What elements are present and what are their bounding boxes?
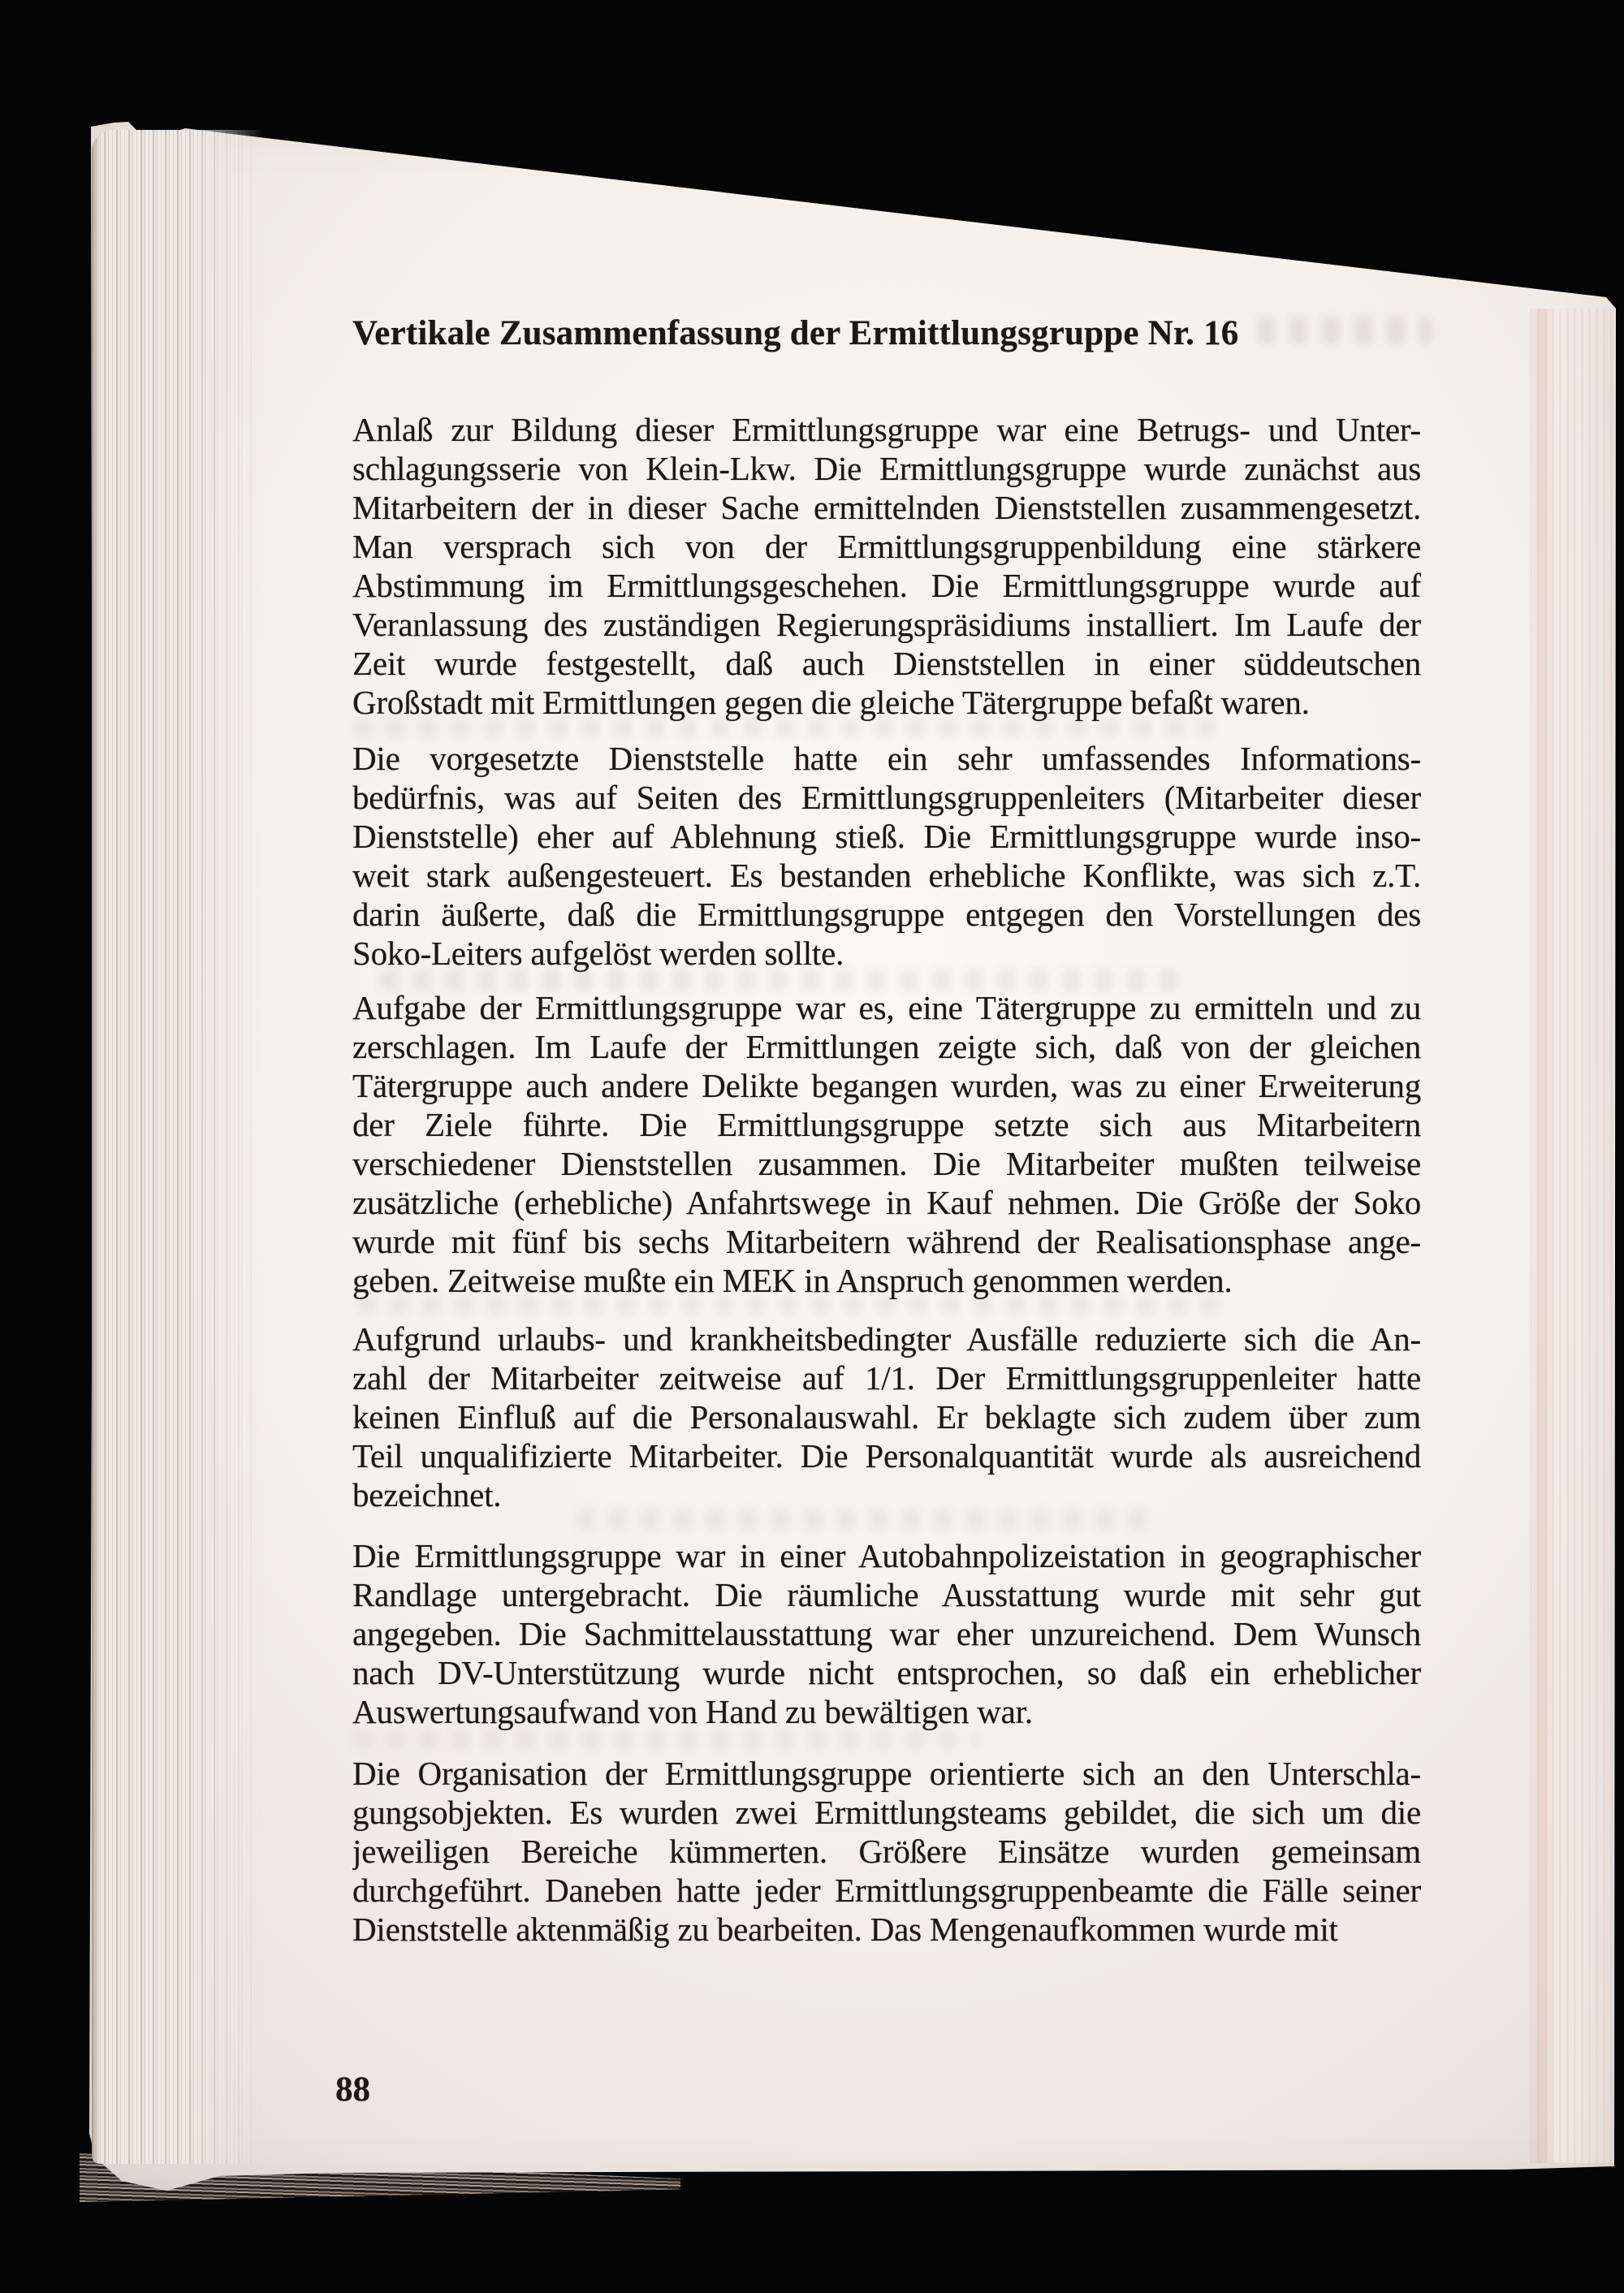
- text-line: Soko-Leiters aufgelöst werden sollte.: [352, 935, 844, 972]
- text-line: Dienststelle) eher auf Ablehnung stieß. Die Ermittlungsgruppe wurde inso-: [352, 818, 1421, 855]
- text-line: Auswertungsaufwand von Hand zu bewältigen war.: [352, 1693, 1033, 1730]
- text-line: verschiedener Dienststellen zusammen. Die Mitarbeiter mußten teilweise: [352, 1145, 1421, 1182]
- text-line: Die Ermittlungsgruppe war in einer Autobahnpolizeistation in geographischer: [352, 1537, 1421, 1574]
- text-line: Anlaß zur Bildung dieser Ermittlungsgruppe war eine Betrugs- und Unter-: [352, 411, 1421, 448]
- paragraph: [352, 1754, 1421, 1949]
- text-line: geben. Zeitweise mußte ein MEK in Anspruch genommen werden.: [352, 1262, 1233, 1299]
- paragraph: [352, 1536, 1421, 1731]
- text-line: schlagungsserie von Klein-Lkw. Die Ermittlungsgruppe wurde zunächst aus: [352, 450, 1421, 487]
- text-line: angegeben. Die Sachmittelausstattung war eher unzureichend. Dem Wunsch: [352, 1615, 1421, 1652]
- paragraph: [352, 1319, 1421, 1514]
- paragraph: [352, 988, 1421, 1300]
- text-line: Die vorgesetzte Dienststelle hatte ein sehr umfassendes Informations-: [352, 740, 1421, 777]
- page-fore-edge: [92, 130, 264, 2164]
- text-line: Großstadt mit Ermittlungen gegen die gleiche Tätergruppe befaßt waren.: [352, 684, 1310, 721]
- text-line: jeweiligen Bereiche kümmerten. Größere Einsätze wurden gemeinsam: [352, 1833, 1421, 1870]
- text-line: Zeit wurde festgestellt, daß auch Dienststellen in einer süddeutschen: [352, 645, 1421, 682]
- text-line: zahl der Mitarbeiter zeitweise auf 1/1. Der Ermittlungsgruppenleiter hatte: [352, 1359, 1421, 1397]
- text-line: Randlage untergebracht. Die räumliche Ausstattung wurde mit sehr gut: [352, 1576, 1421, 1613]
- text-line: wurde mit fünf bis sechs Mitarbeitern während der Realisationsphase ange-: [352, 1223, 1421, 1260]
- paragraph: [352, 739, 1421, 973]
- text-line: nach DV-Unterstützung wurde nicht entsprochen, so daß ein erheblicher: [352, 1654, 1421, 1691]
- text-line: weit stark außengesteuert. Es bestanden erhebliche Konflikte, was sich z.T.: [352, 857, 1421, 894]
- text-line: Veranlassung des zuständigen Regierungspräsidiums installiert. Im Laufe der: [352, 606, 1421, 643]
- text-line: der Ziele führte. Die Ermittlungsgruppe setzte sich aus Mitarbeitern: [352, 1106, 1421, 1143]
- text-line: Abstimmung im Ermittlungsgeschehen. Die Ermittlungsgruppe wurde auf: [352, 567, 1421, 604]
- text-line: bedürfnis, was auf Seiten des Ermittlungsgruppenleiters (Mitarbeiter dieser: [352, 779, 1421, 816]
- paragraph: [352, 410, 1421, 722]
- text-line: zusätzliche (erhebliche) Anfahrtswege in Kauf nehmen. Die Größe der Soko: [352, 1184, 1421, 1221]
- text-line: Die Organisation der Ermittlungsgruppe orientierte sich an den Unterschla-: [352, 1755, 1421, 1792]
- text-line: Aufgabe der Ermittlungsgruppe war es, eine Tätergruppe zu ermitteln und zu: [352, 989, 1421, 1026]
- text-line: zerschlagen. Im Laufe der Ermittlungen zeigte sich, daß von der gleichen: [352, 1028, 1421, 1065]
- text-line: Man versprach sich von der Ermittlungsgruppenbildung eine stärkere: [352, 528, 1421, 565]
- text-line: bezeichnet.: [352, 1476, 502, 1514]
- text-line: darin äußerte, daß die Ermittlungsgruppe entgegen den Vorstellungen des: [352, 896, 1421, 933]
- page-number: 88: [335, 2071, 370, 2109]
- text-line: Dienststelle aktenmäßig zu bearbeiten. Das Mengenaufkommen wurde mit: [352, 1911, 1338, 1948]
- gutter-crease: [1530, 309, 1613, 2163]
- text-line: gungsobjekten. Es wurden zwei Ermittlungsteams gebildet, die sich um die: [352, 1794, 1421, 1831]
- text-line: Mitarbeitern der in dieser Sache ermittelnden Dienststellen zusammengesetzt.: [352, 489, 1421, 526]
- text-line: durchgeführt. Daneben hatte jeder Ermittlungsgruppenbeamte die Fälle seiner: [352, 1872, 1421, 1909]
- text-line: Aufgrund urlaubs- und krankheitsbedingter Ausfälle reduzierte sich die An-: [352, 1320, 1421, 1358]
- text-line: Teil unqualifizierte Mitarbeiter. Die Personalquantität wurde als ausreichend: [352, 1437, 1421, 1475]
- text-line: Tätergruppe auch andere Delikte begangen wurden, was zu einer Erweiterung: [352, 1067, 1421, 1104]
- bleed-through-artifact: [354, 1729, 979, 1749]
- page-title: Vertikale Zusammenfassung der Ermittlungsgruppe Nr. 16: [352, 314, 1239, 352]
- text-line: keinen Einfluß auf die Personalauswahl. Er beklagte sich zudem über zum: [352, 1398, 1421, 1436]
